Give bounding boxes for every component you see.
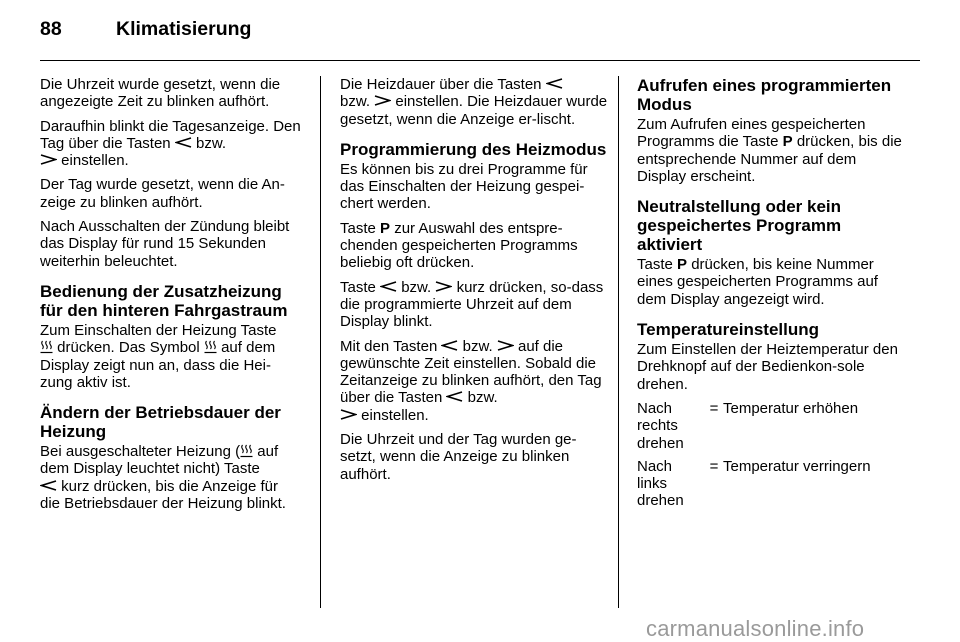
heating-symbol-icon	[40, 340, 53, 354]
section-heading: Temperatureinstellung	[637, 320, 819, 340]
heating-symbol-icon	[204, 340, 217, 354]
column-divider	[618, 76, 619, 608]
paragraph: Taste P zur Auswahl des entspre-chenden gespeicherten Programms beliebig oft drücken.	[340, 219, 578, 272]
chapter-title: Klimatisierung	[116, 18, 252, 40]
column-2	[340, 76, 608, 490]
right-arrow-key-icon	[374, 95, 391, 106]
page-number: 88	[40, 18, 62, 40]
temperature-table	[637, 400, 907, 510]
column-divider	[320, 76, 321, 608]
column-1	[40, 76, 302, 519]
left-arrow-key-icon	[441, 340, 458, 351]
section-heading: Neutralstellung oder kein gespeichertes Programm aktiviert	[637, 197, 842, 255]
left-arrow-key-icon	[380, 281, 397, 292]
paragraph: Taste bzw. kurz drücken, so-dass die programmierte Uhrzeit auf dem Display blinkt.	[340, 278, 604, 331]
paragraph: Die Heizdauer über die Tasten bzw. einstellen. Die Heizdauer wurde gesetzt, wenn die Anzeige er-lischt.	[340, 76, 608, 128]
paragraph: Daraufhin blinkt die Tagesanzeige. Den Tag über die Tasten bzw. einstellen.	[40, 117, 301, 170]
section-heading: Bedienung der Zusatzheizung für den hinteren Fahrgastraum	[40, 281, 288, 320]
paragraph: Die Uhrzeit und der Tag wurden ge-setzt, wenn die Anzeige zu blinken aufhört.	[340, 431, 577, 483]
left-arrow-key-icon	[546, 78, 563, 89]
table-cell-action: Nach links drehen	[637, 457, 684, 510]
section-heading: Ändern der Betriebsdauer der Heizung	[40, 403, 281, 442]
paragraph: Nach Ausschalten der Zündung bleibt das Display für rund 15 Sekunden weiterhin beleuchtet.	[40, 218, 290, 270]
section-heading: Aufrufen eines programmierten Modus	[637, 76, 892, 114]
paragraph: Die Uhrzeit wurde gesetzt, wenn die angezeigte Zeit zu blinken aufhört.	[40, 76, 281, 111]
paragraph: Mit den Tasten bzw. auf die gewünschte Zeit einstellen. Sobald die Zeitanzeige zu blinken aufhört, den Tag über die Tasten bzw. einstellen.	[340, 337, 602, 424]
watermark: carmanualsonline.info	[646, 616, 865, 641]
paragraph: Der Tag wurde gesetzt, wenn die An-zeige zu blinken aufhört.	[40, 176, 285, 211]
header-divider	[40, 60, 920, 61]
right-arrow-key-icon	[497, 340, 514, 351]
key-label: P	[380, 219, 391, 237]
key-label: P	[782, 133, 793, 151]
paragraph: Zum Aufrufen eines gespeicherten Programms die Taste P drücken, bis die entsprechende Nummer auf dem Display erscheint.	[637, 116, 902, 185]
right-arrow-key-icon	[435, 281, 452, 292]
left-arrow-key-icon	[175, 137, 192, 148]
heating-symbol-icon	[240, 444, 253, 458]
table-cell-equals: =	[709, 399, 719, 417]
table-cell-action: Nach rechts drehen	[637, 399, 684, 452]
table-cell-equals: =	[709, 457, 719, 475]
page-header	[40, 18, 920, 48]
left-arrow-key-icon	[40, 480, 57, 491]
paragraph: Taste P drücken, bis keine Nummer eines gespeicherten Programms auf dem Display angezeigt wird.	[637, 256, 878, 308]
section-heading: Programmierung des Heizmodus	[340, 139, 607, 159]
left-arrow-key-icon	[446, 391, 463, 402]
right-arrow-key-icon	[340, 409, 357, 420]
paragraph: Zum Einschalten der Heizung Taste drücken. Das Symbol auf dem Display zeigt nun an, dass die Hei-zung aktiv ist.	[40, 321, 277, 391]
paragraph: Es können bis zu drei Programme für das Einschalten der Heizung gespei-chert werden.	[340, 160, 588, 213]
table-cell-result: Temperatur erhöhen	[723, 399, 859, 417]
column-3	[637, 76, 907, 510]
key-label: P	[677, 256, 688, 274]
paragraph: Zum Einstellen der Heiztemperatur den Drehknopf auf der Bedienkon-sole drehen.	[637, 341, 898, 393]
right-arrow-key-icon	[40, 154, 57, 165]
table-cell-result: Temperatur verringern	[723, 457, 871, 475]
paragraph: Bei ausgeschalteter Heizung ( auf dem Display leuchtet nicht) Taste kurz drücken, bis die Anzeige für die Betriebsdauer der Heizung blinkt.	[40, 443, 286, 513]
